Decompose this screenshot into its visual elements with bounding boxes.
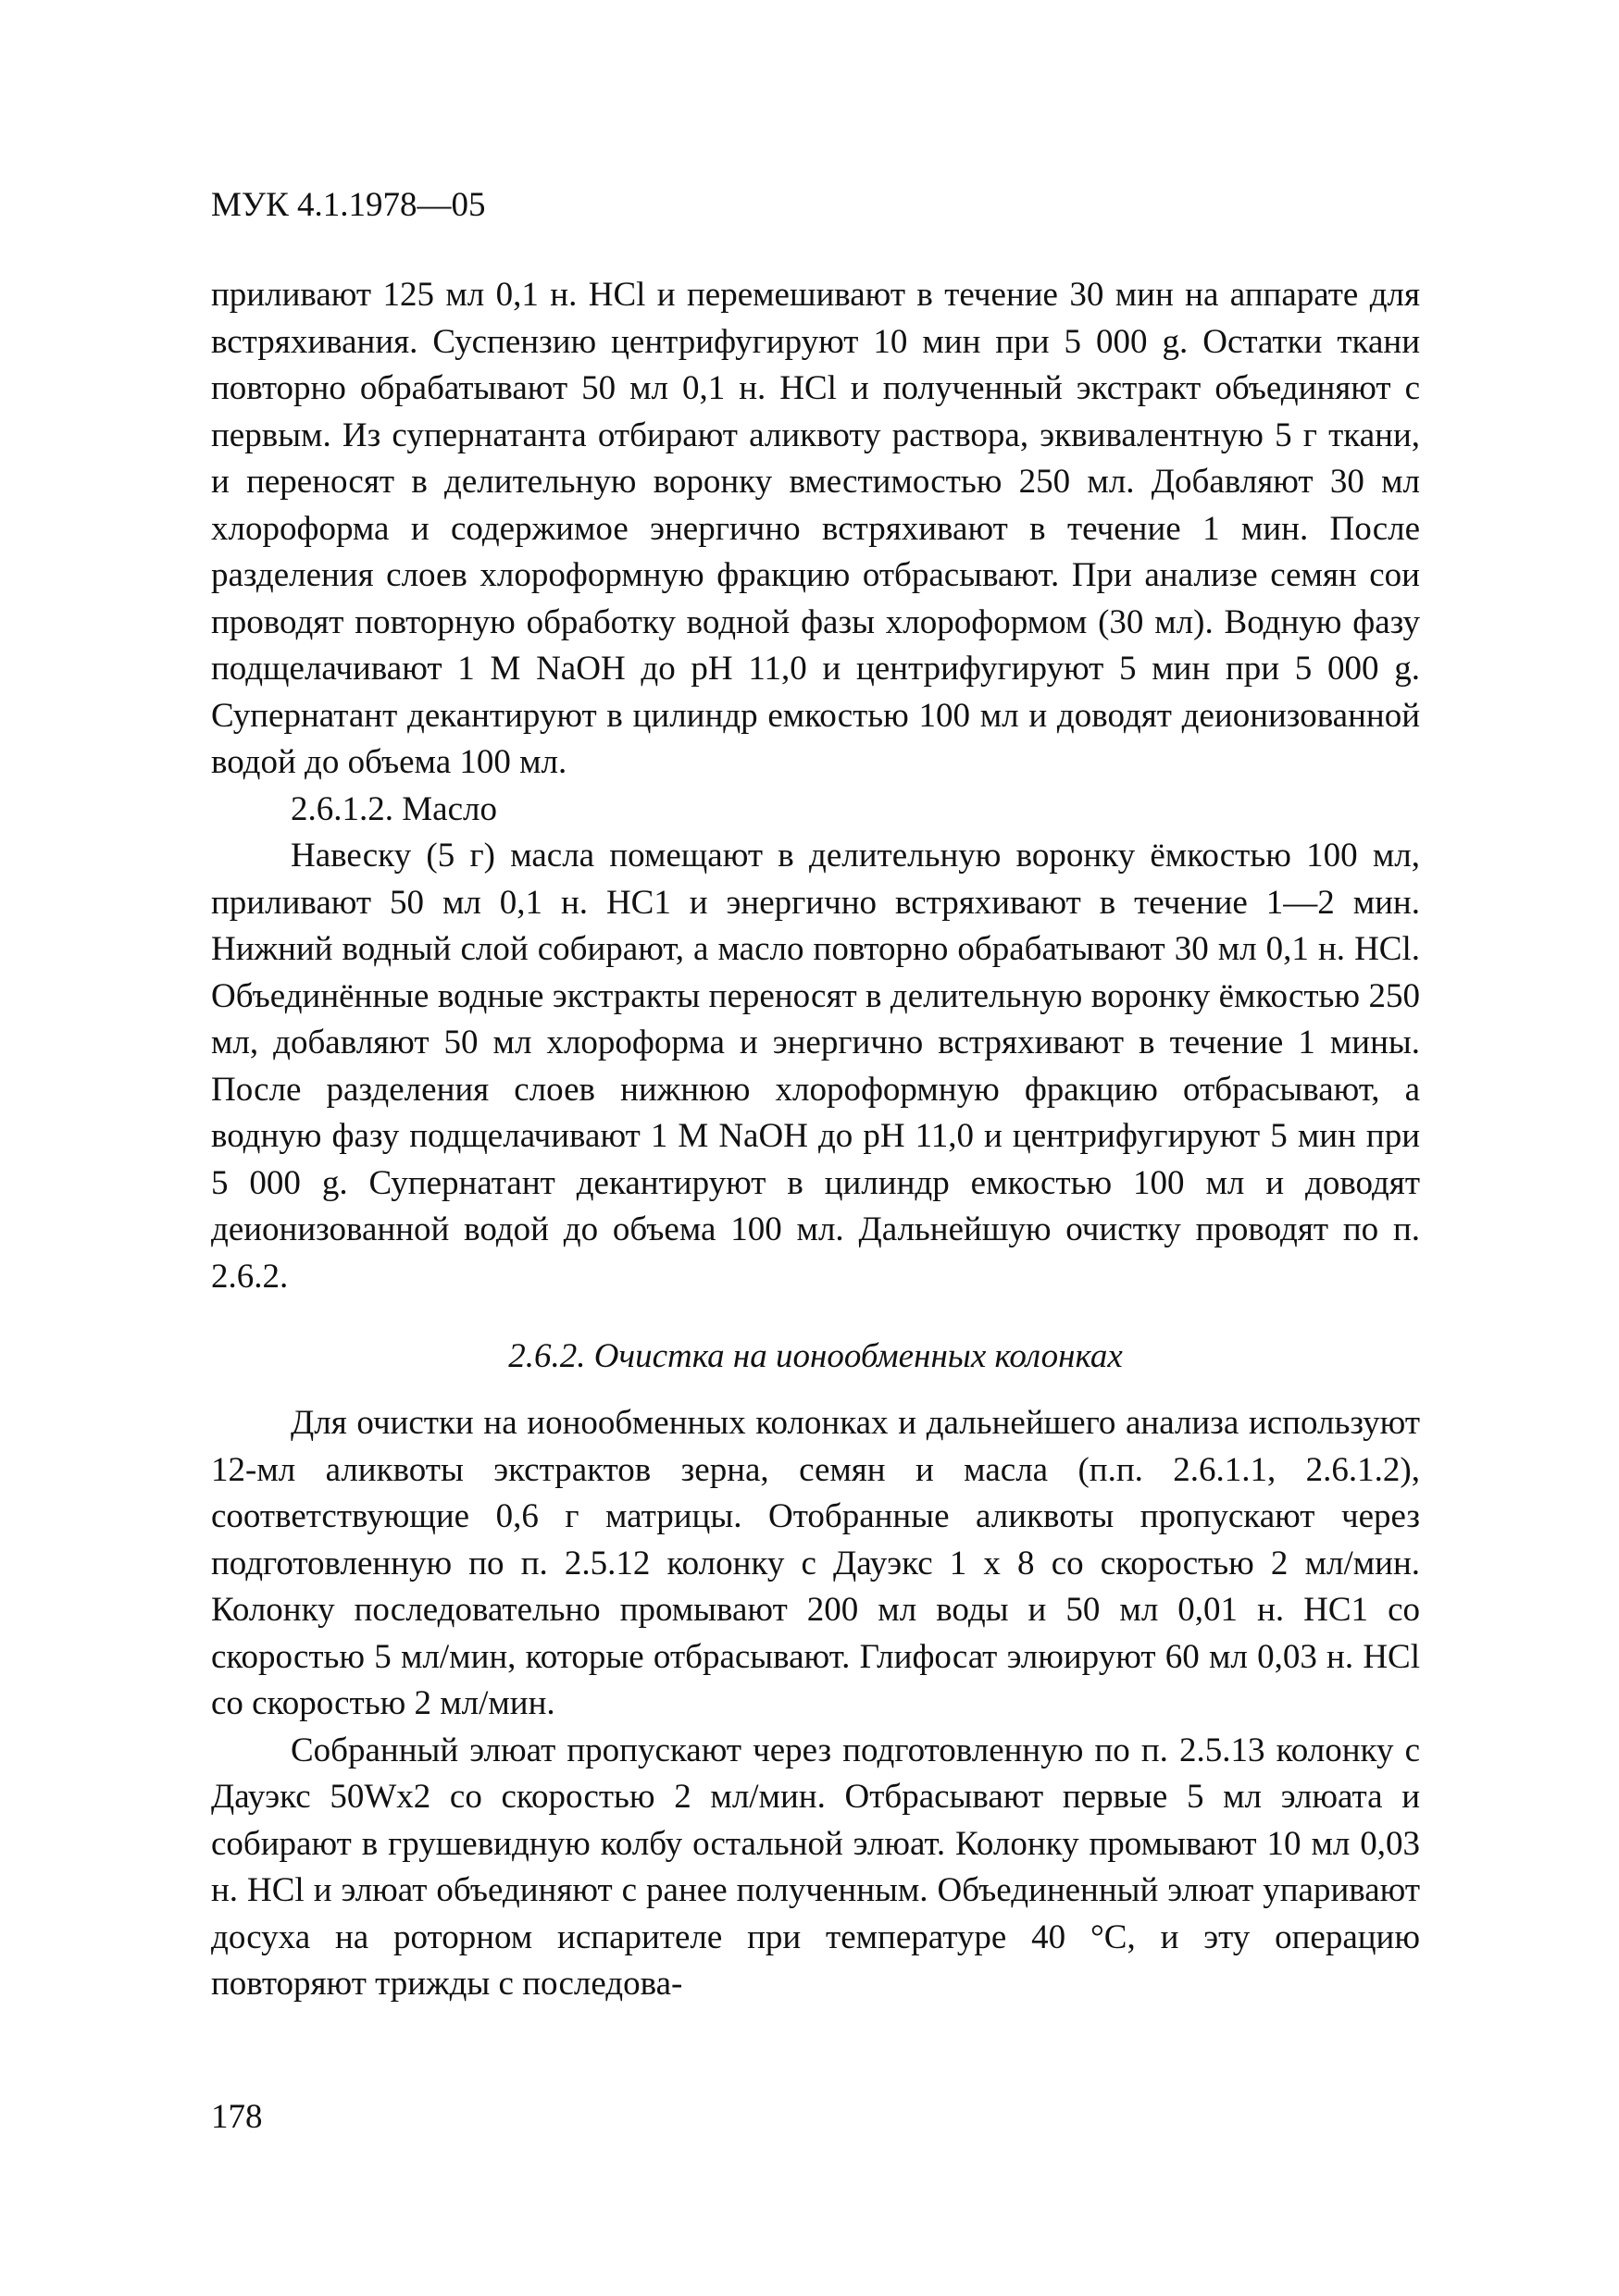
page-number: 178 [211,2098,263,2136]
section-heading-ion-exchange: 2.6.2. Очистка на ионообменных колонках [508,1337,1123,1375]
paragraph-oil-extraction: Навеску (5 г) масла помещают в делительную воронку ёмкостью 100 мл, приливают 50 мл 0,1 н. НС1 и энергично встряхивают в течение 1—2 мин. Нижний водный слой собирают, а масло повторно обрабатывают 30 мл 0,1 н. HCl. Объединённые водные экстракты переносят в делительную воронку ёмкостью 250 мл, добавляют 50 мл хлороформа и энергично встряхивают в течение 1 мины. После разделения слоев нижнюю хлороформную фракцию отбрасывают, а водную фазу подщелачивают 1 М NaOH до pH 11,0 и центрифугируют 5 мин при 5 000 g. Супернатант декантируют в цилиндр емкостью 100 мл и доводят деионизованной водой до объема 100 мл. Дальнейшую очистку проводят по п. 2.6.2. [211,837,1420,1296]
document-code-header: МУК 4.1.1978—05 [211,186,486,224]
ion-exchange-text-block [211,1400,1420,2008]
paragraph-eluate-processing: Собранный элюат пропускают через подготовленную по п. 2.5.13 колонку с Дауэкс 50Wx2 со скоростью 2 мл/мин. Отбрасывают первые 5 мл элюата и собирают в грушевидную колбу остальной элюат. Колонку промывают 10 мл 0,03 н. HCl и элюат объединяют с ранее полученным. Объединенный элюат упаривают досуха на роторном испарителе при температуре 40 °С, и эту операцию повторяют трижды с последова- [211,1731,1420,2003]
paragraph-tissue-extraction: приливают 125 мл 0,1 н. HCl и перемешивают в течение 30 мин на аппарате для встряхивания. Суспензию центрифугируют 10 мин при 5 000 g. Остатки ткани повторно обрабатывают 50 мл 0,1 н. HCl и полученный экстракт объединяют с первым. Из супернатанта отбирают аликвоту раствора, эквивалентную 5 г ткани, и переносят в делительную воронку вместимостью 250 мл. Добавляют 30 мл хлороформа и содержимое энергично встряхивают в течение 1 мин. После разделения слоев хлороформную фракцию отбрасывают. При анализе семян сои проводят повторную обработку водной фазы хлороформом (30 мл). Водную фазу подщелачивают 1 М NaOH до pH 11,0 и центрифугируют 5 мин при 5 000 g. Супернатант декантируют в цилиндр емкостью 100 мл и доводят деионизованной водой до объема 100 мл. [211,276,1420,781]
extraction-text-block [211,272,1420,1300]
subsection-title-oil: 2.6.1.2. Масло [291,789,497,828]
paragraph-ion-exchange-cleanup: Для очистки на ионообменных колонках и дальнейшего анализа используют 12-мл аликвоты экстрактов зерна, семян и масла (п.п. 2.6.1.1, 2.6.1.2), соответствующие 0,6 г матрицы. Отобранные аликвоты пропускают через подготовленную по п. 2.5.12 колонку с Дауэкс 1 x 8 со скоростью 2 мл/мин. Колонку последовательно промывают 200 мл воды и 50 мл 0,01 н. НС1 со скоростью 5 мл/мин, которые отбрасывают. Глифосат элюируют 60 мл 0,03 н. HCl со скоростью 2 мл/мин. [211,1404,1420,1722]
